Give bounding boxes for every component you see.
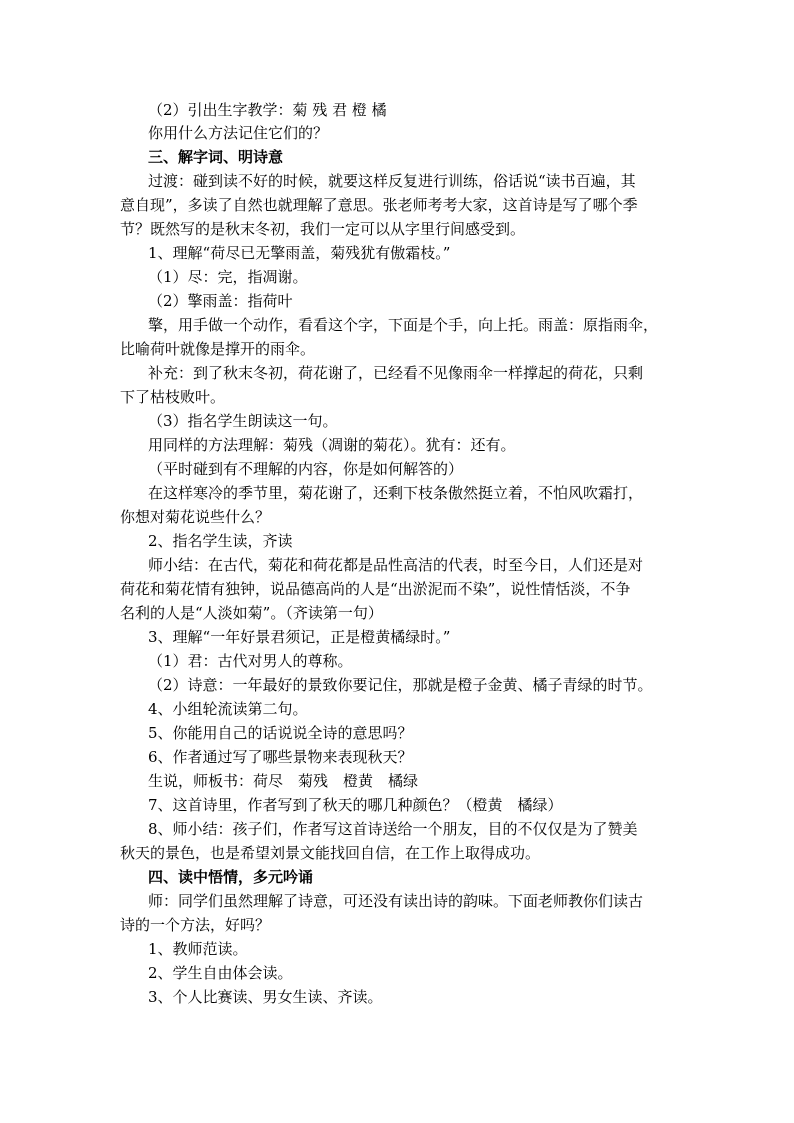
text-line: 秋天的景色，也是希望刘景文能找回自信，在工作上取得成功。: [120, 844, 541, 862]
text-line: 2、学生自由体会读。: [148, 964, 293, 982]
text-line: 意自现”，多读了自然也就理解了意思。张老师考考大家，这首诗是写了哪个季: [120, 196, 638, 214]
text-line: 5、你能用自己的话说说全诗的意思吗？: [148, 724, 413, 742]
text-line: 4、小组轮流读第二句。: [148, 700, 308, 718]
text-line: 诗的一个方法，好吗？: [120, 916, 271, 934]
text-line: 下了枯枝败叶。: [120, 388, 226, 406]
text-line: 1、教师范读。: [148, 940, 248, 958]
text-line: （2）诗意：一年最好的景致你要记住，那就是橙子金黄、橘子青绿的时节。: [148, 676, 653, 694]
text-line: 节？既然写的是秋末冬初，我们一定可以从字里行间感受到。: [120, 220, 526, 238]
section-heading: 三、解字词、明诗意: [148, 148, 284, 166]
text-line: 补充：到了秋末冬初，荷花谢了，已经看不见像雨伞一样撑起的荷花，只剩: [148, 364, 644, 382]
text-line: 6、作者通过写了哪些景物来表现秋天？: [148, 748, 413, 766]
text-line: 师小结：在古代，菊花和荷花都是品性高洁的代表，时至今日，人们还是对: [148, 556, 644, 574]
text-line: 荷花和菊花情有独钟，说品德高尚的人是“出淤泥而不染”，说性情恬淡，不争: [120, 580, 631, 598]
text-line: （3）指名学生朗读这一句。: [148, 412, 338, 430]
text-line: 3、个人比赛读、男女生读、齐读。: [148, 988, 383, 1006]
text-line: （平时碰到有不理解的内容，你是如何解答的）: [148, 460, 464, 478]
text-line: （1）君：古代对男人的尊称。: [148, 652, 353, 670]
text-line: 生说，师板书：荷尽 菊残 橙黄 橘绿: [148, 772, 419, 790]
text-line: 7、这首诗里，作者写到了秋天的哪几种颜色？（橙黄 橘绿）: [148, 796, 563, 814]
text-line: 用同样的方法理解：菊残（凋谢的菊花）。犹有：还有。: [148, 436, 516, 454]
text-line: （1）尽：完，指凋谢。: [148, 268, 308, 286]
text-line: 1、理解“荷尽已无擎雨盖，菊残犹有傲霜枝。”: [148, 244, 451, 262]
section-heading: 四、读中悟情，多元吟诵: [148, 868, 314, 886]
text-line: 师：同学们虽然理解了诗意，可还没有读出诗的韵味。下面老师教你们读古: [148, 892, 644, 910]
text-line: 2、指名学生读，齐读: [148, 532, 293, 550]
text-line: （2）引出生字教学：菊 残 君 橙 橘: [148, 101, 387, 119]
text-line: 擎，用手做一个动作，看看这个字，下面是个手，向上托。雨盖：原指雨伞，: [148, 316, 659, 334]
text-line: 过渡：碰到读不好的时候，就要这样反复进行训练，俗话说“读书百遍，其: [148, 172, 636, 190]
text-line: 8、师小结：孩子们，作者写这首诗送给一个朋友，目的不仅仅是为了赞美: [148, 820, 638, 838]
text-line: 你用什么方法记住它们的？: [148, 124, 329, 142]
text-line: 在这样寒冷的季节里，菊花谢了，还剩下枝条傲然挺立着，不怕风吹霜打，: [148, 484, 644, 502]
text-line: 比喻荷叶就像是撑开的雨伞。: [120, 340, 316, 358]
text-line: 名利的人是“人淡如菊”。（齐读第一句）: [120, 604, 383, 622]
text-line: （2）擎雨盖：指荷叶: [148, 292, 293, 310]
text-line: 你想对菊花说些什么？: [120, 508, 271, 526]
text-line: 3、理解“一年好景君须记，正是橙黄橘绿时。”: [148, 628, 451, 646]
